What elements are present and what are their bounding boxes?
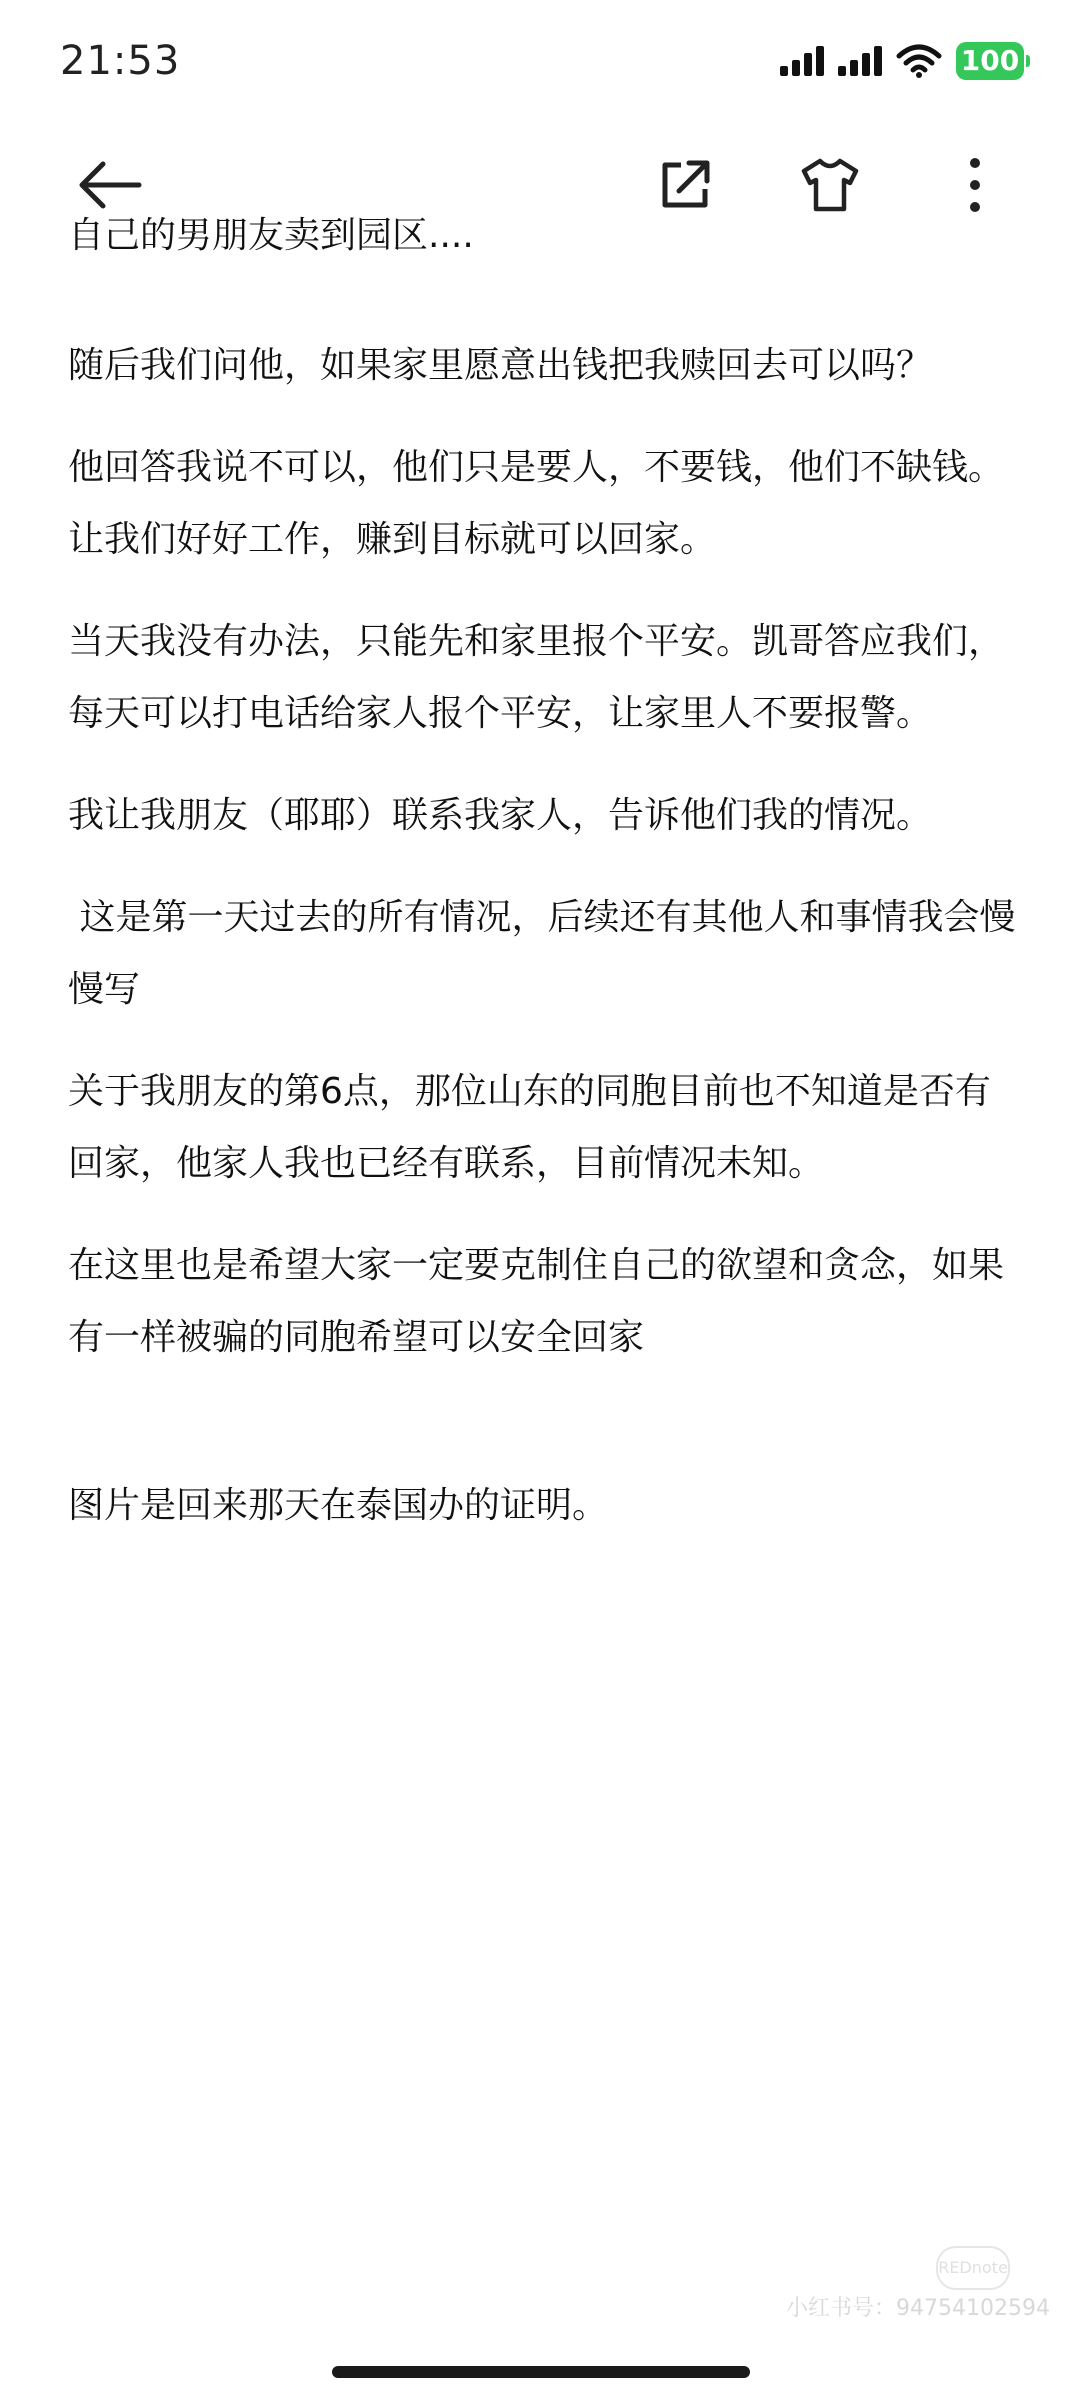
share-button[interactable] xyxy=(650,150,720,220)
watermark-text: 小红书号：94754102594 xyxy=(786,2296,1050,2321)
status-time: 21:53 xyxy=(60,38,181,84)
share-icon xyxy=(657,157,713,213)
battery-icon: 100 xyxy=(956,42,1024,80)
home-indicator[interactable] xyxy=(332,2366,750,2378)
partial-text-line xyxy=(68,215,474,276)
paragraph: 当天我没有办法，只能先和家里报个平安。凯哥答应我们，每天可以打电话给家人报个平安，让家里人不要报警。 xyxy=(68,621,1005,734)
article-body xyxy=(68,330,1018,1572)
paragraph: 图片是回来那天在泰国办的证明。 xyxy=(68,1485,609,1526)
more-vertical-icon xyxy=(968,157,982,213)
status-bar xyxy=(0,0,1080,130)
cellular-signal-icon xyxy=(838,46,882,76)
tshirt-icon xyxy=(800,157,860,213)
paragraph: 随后我们问他，如果家里愿意出钱把我赎回去可以吗？ xyxy=(68,345,933,386)
status-icons xyxy=(780,42,1024,80)
paragraph: 这是第一天过去的所有情况，后续还有其他人和事情我会慢慢写 xyxy=(68,897,1016,1010)
more-button[interactable] xyxy=(940,150,1010,220)
cellular-signal-icon xyxy=(780,46,824,76)
paragraph: 他回答我说不可以，他们只是要人，不要钱，他们不缺钱。让我们好好工作，赚到目标就可以回家。 xyxy=(68,447,1005,560)
partial-text: 自己的男朋友卖到园区.... xyxy=(68,215,474,256)
paragraph: 在这里也是希望大家一定要克制住自己的欲望和贪念，如果有一样被骗的同胞希望可以安全回家 xyxy=(68,1245,1005,1358)
watermark-logo: REDnote xyxy=(936,2246,1010,2290)
wifi-icon xyxy=(896,44,942,78)
paragraph: 关于我朋友的第6点，那位山东的同胞目前也不知道是否有回家，他家人我也已经有联系，目前情况未知。 xyxy=(68,1071,991,1184)
tshirt-button[interactable] xyxy=(795,150,865,220)
paragraph: 我让我朋友（耶耶）联系我家人，告诉他们我的情况。 xyxy=(68,795,933,836)
